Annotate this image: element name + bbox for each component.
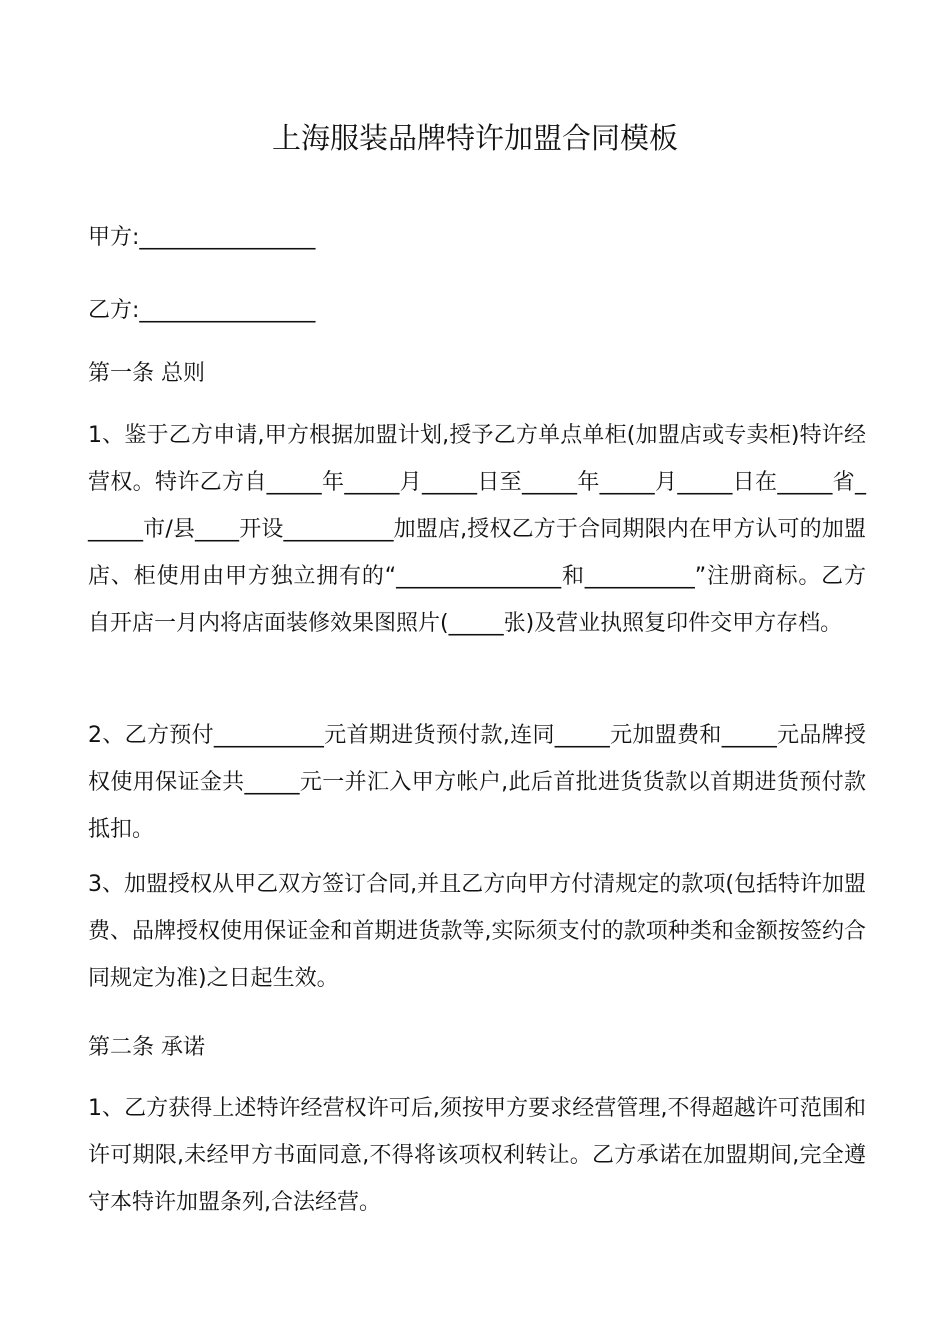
party-a-line: 甲方:________________ [88,225,316,250]
article-1-paragraph-3: 3、加盟授权从甲乙双方签订合同,并且乙方向甲方付清规定的款项(包括特许加盟费、品牌授权使用保证金和首期进货款等,实际须支付的款项种类和金额按签约合同规定为准)之日起生效。 [88,872,866,991]
document-title: 上海服装品牌特许加盟合同模板 [271,121,678,155]
party-b-line: 乙方:________________ [88,298,316,323]
article-1-heading: 第一条 总则 [88,361,205,386]
article-2-heading: 第二条 承诺 [88,1035,205,1060]
article-1-paragraph-1: 1、鉴于乙方申请,甲方根据加盟计划,授予乙方单点单柜(加盟店或专卖柜)特许经营权。特许乙方自_____年_____月_____日至_____年_____月_____日在_____省______市/县____开设__________加盟店,授权乙方于合同期限内在甲方认可的加盟店、柜使用由甲方独立拥有的“_______________和__________”注册商标。乙方自开店一月内将店面装修效果图照片(_____张)及营业执照复印件交甲方存档。 [88,423,866,636]
article-1-paragraph-2: 2、乙方预付__________元首期进货预付款,连同_____元加盟费和_____元品牌授权使用保证金共_____元一并汇入甲方帐户,此后首批进货货款以首期进货预付款抵扣。 [88,723,866,842]
article-2-paragraph-1: 1、乙方获得上述特许经营权许可后,须按甲方要求经营管理,不得超越许可范围和许可期限,未经甲方书面同意,不得将该项权利转让。乙方承诺在加盟期间,完全遵守本特许加盟条列,合法经营。 [88,1096,866,1215]
